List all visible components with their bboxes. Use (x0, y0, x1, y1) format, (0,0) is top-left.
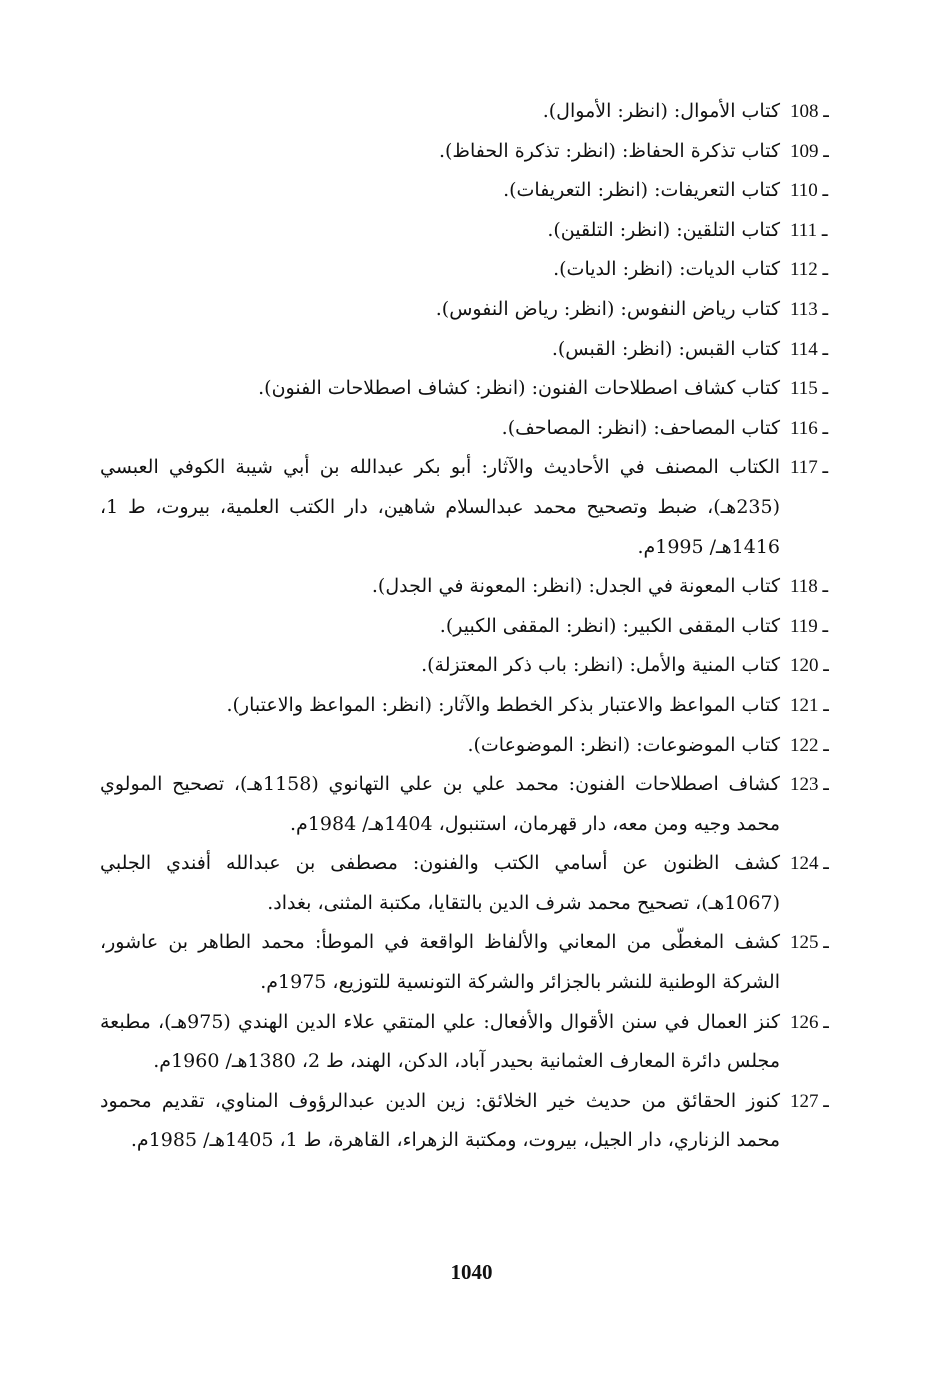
entry-number: 108 ـ (790, 101, 829, 122)
bibliography-entry (100, 1003, 852, 1082)
bibliography-entry (100, 369, 852, 409)
entry-number: 121 ـ (790, 694, 829, 716)
entry-text: كتاب كشاف اصطلاحات الفنون: (انظر: كشاف اصطلاحات الفنون). (258, 377, 780, 400)
bibliography-entry (100, 923, 852, 1002)
entry-number: 125 ـ (790, 932, 829, 954)
page-number: 1040 (450, 1260, 493, 1284)
entry-text: كنز العمال في سنن الأقوال والأفعال: علي المتقي علاء الدين الهندي (975هـ)، مطبعة مجلس دائرة المعارف العثمانية بحيدر آباد، الدكن، الهند، ط 2، 1380هـ/ 1960م. (100, 1010, 780, 1073)
bibliography-entry (100, 1082, 852, 1161)
bibliography-list (100, 92, 852, 1161)
bibliography-entry (100, 607, 852, 647)
entry-number: 116 ـ (790, 417, 829, 439)
entry-number: 109 ـ (790, 140, 829, 162)
entry-number: 119 ـ (790, 615, 829, 637)
entry-number: 123 ـ (790, 774, 829, 796)
entry-text: كتاب تذكرة الحفاظ: (انظر: تذكرة الحفاظ). (438, 139, 780, 162)
entry-text: كتاب المعونة في الجدل: (انظر: المعونة في الجدل). (371, 575, 780, 598)
entry-text: كتاب الموضوعات: (انظر: الموضوعات). (467, 733, 780, 756)
entry-number: 127 ـ (790, 1090, 829, 1112)
entry-text: كتاب الديات: (انظر: الديات). (553, 258, 780, 281)
entry-number: 118 ـ (790, 576, 829, 598)
entry-text: كتاب المواعظ والاعتبار بذكر الخطط والآثار: (انظر: المواعظ والاعتبار). (226, 693, 780, 716)
entry-text: كشف الظنون عن أسامي الكتب والفنون: مصطفى بن عبدالله أفندي الجلبي (1067هـ)، تصحيح محمد شرف الدين بالتقايا، مكتبة المثنى، بغداد. (100, 852, 780, 914)
bibliography-entry (100, 211, 852, 251)
entry-number: 111 ـ (790, 219, 828, 241)
bibliography-entry (100, 567, 852, 607)
bibliography-entry (100, 132, 852, 172)
entry-text: كتاب القبس: (انظر: القبس). (551, 337, 780, 360)
bibliography-entry (100, 765, 852, 844)
entry-text: كتاب المصاحف: (انظر: المصاحف). (501, 416, 780, 439)
bibliography-entry (100, 92, 852, 132)
entry-number: 114 ـ (790, 338, 829, 360)
entry-number: 126 ـ (790, 1011, 829, 1033)
bibliography-entry (100, 448, 852, 567)
bibliography-entry (100, 171, 852, 211)
bibliography-entry (100, 409, 852, 449)
bibliography-entry (100, 686, 852, 726)
entry-text: كنوز الحقائق من حديث خير الخلائق: زين الدين عبدالرؤوف المناوي، تقديم محمود محمد الزناري، دار الجيل، بيروت، ومكتبة الزهراء، القاهرة، ط 1، 1405هـ/ 1985م. (100, 1089, 780, 1152)
entry-text: كتاب المقفى الكبير: (انظر: المقفى الكبير). (439, 614, 780, 637)
entry-text: كتاب الأموال: (انظر: الأموال). (542, 100, 780, 122)
entry-number: 112 ـ (790, 259, 829, 281)
bibliography-entry (100, 726, 852, 766)
entry-text: الكتاب المصنف في الأحاديث والآثار: أبو بكر عبدالله بن أبي شيبة الكوفي العبسي (235هـ)، ضبط وتصحيح محمد عبدالسلام شاهين، دار الكتب العلمية، بيروت، ط 1، 1416هـ/ 1995م. (100, 456, 780, 558)
entry-number: 117 ـ (790, 457, 829, 479)
bibliography-entry (100, 250, 852, 290)
bibliography-entry (100, 330, 852, 370)
entry-number: 124 ـ (790, 853, 829, 875)
entry-number: 113 ـ (790, 298, 829, 320)
entry-text: كتاب رياض النفوس: (انظر: رياض النفوس). (435, 297, 780, 320)
bibliography-entry (100, 290, 852, 330)
bibliography-entry (100, 646, 852, 686)
entry-number: 120 ـ (790, 655, 829, 677)
entry-text: كشف المغطّى من المعاني والألفاظ الواقعة في الموطأ: محمد الطاهر بن عاشور، الشركة الوطنية للنشر بالجزائر والشركة التونسية للتوزيع، 1975م. (100, 931, 780, 994)
entry-text: كتاب التعريفات: (انظر: التعريفات). (503, 179, 780, 202)
entry-number: 110 ـ (790, 180, 829, 202)
entry-number: 122 ـ (790, 734, 829, 756)
entry-number: 115 ـ (790, 378, 829, 400)
entry-text: كتاب التلقين: (انظر: التلقين). (547, 218, 780, 241)
bibliography-entry (100, 844, 852, 923)
entry-text: كتاب المنية والأمل: (انظر: باب ذكر المعتزلة). (421, 654, 780, 677)
entry-text: كشاف اصطلاحات الفنون: محمد علي بن علي التهانوي (1158هـ)، تصحيح المولوي محمد وجيه ومن معه، دار قهرمان، استنبول، 1404هـ/ 1984م. (100, 773, 780, 835)
